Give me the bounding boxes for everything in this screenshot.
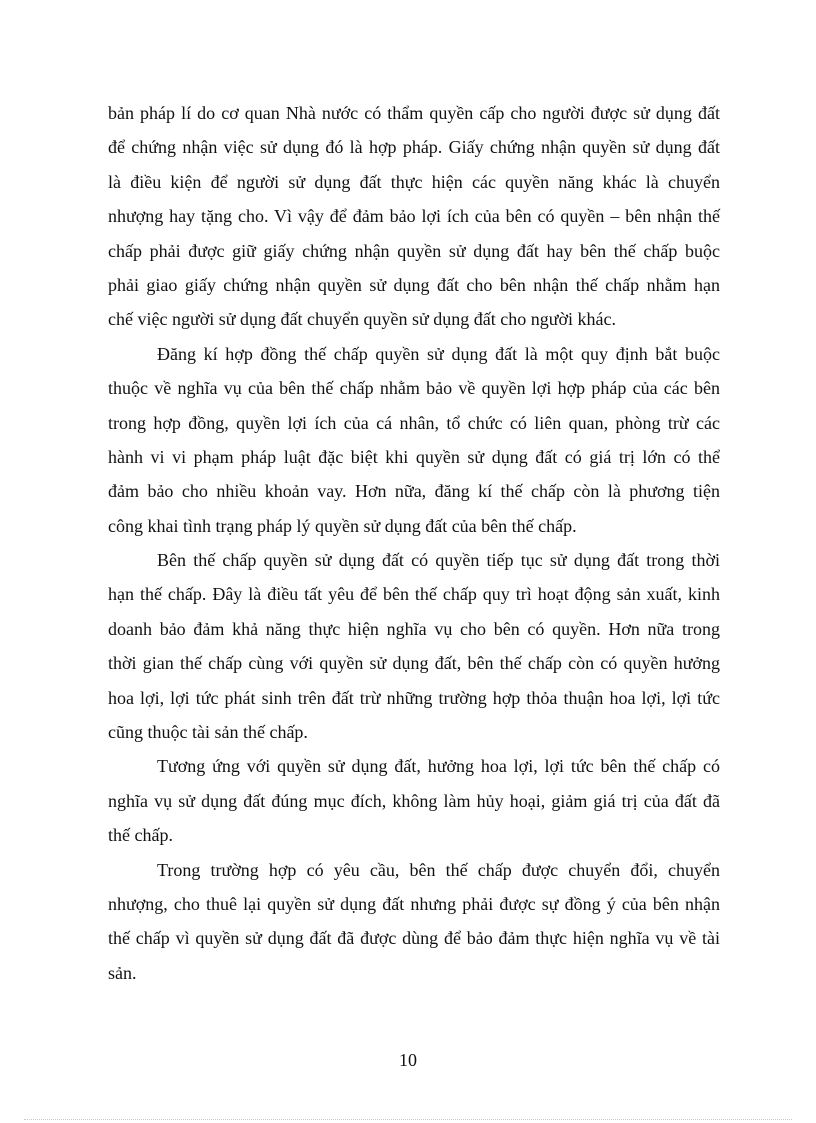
text-line: nhượng hay tặng cho. Vì vậy để đảm bảo lợi ích của bên có quyền – bên nhận thế xyxy=(108,206,720,227)
page-body xyxy=(108,96,720,990)
text-line: cũng thuộc tài sản thế chấp. xyxy=(108,722,308,743)
paragraph xyxy=(108,749,720,852)
text-line: nghĩa vụ sử dụng đất đúng mục đích, không làm hủy hoại, giảm giá trị của đất đã xyxy=(108,790,720,811)
paragraph xyxy=(108,853,720,991)
text-line: hạn thế chấp. Đây là điều tất yêu để bên thế chấp quy trì hoạt động sản xuất, kinh xyxy=(108,584,720,605)
paragraph xyxy=(108,543,720,749)
text-line: sản. xyxy=(108,962,137,983)
paragraph xyxy=(108,96,720,337)
paragraph xyxy=(108,337,720,543)
text-line: Đăng kí hợp đồng thế chấp quyền sử dụng đất là một quy định bắt buộc xyxy=(157,343,720,364)
text-line: nhượng, cho thuê lại quyền sử dụng đất nhưng phải được sự đồng ý của bên nhận xyxy=(108,893,720,914)
text-line: Trong trường hợp có yêu cầu, bên thế chấp được chuyển đổi, chuyển xyxy=(157,859,720,880)
text-line: Tương ứng với quyền sử dụng đất, hưởng hoa lợi, lợi tức bên thế chấp có xyxy=(157,756,720,777)
text-line: thế chấp. xyxy=(108,825,173,846)
text-line: để chứng nhận việc sử dụng đó là hợp pháp. Giấy chứng nhận quyền sử dụng đất xyxy=(108,137,720,158)
text-line: hoa lợi, lợi tức phát sinh trên đất trừ những trường hợp thỏa thuận hoa lợi, lợi tức xyxy=(108,687,720,708)
text-line: phải giao giấy chứng nhận quyền sử dụng đất cho bên nhận thế chấp nhằm hạn xyxy=(108,274,720,295)
text-line: chế việc người sử dụng đất chuyển quyền sử dụng đất cho người khác. xyxy=(108,309,616,330)
text-line: chấp phải được giữ giấy chứng nhận quyền sử dụng đất hay bên thế chấp buộc xyxy=(108,240,720,261)
text-line: thuộc về nghĩa vụ của bên thế chấp nhằm bảo về quyền lợi hợp pháp của các bên xyxy=(108,378,720,399)
page-bottom-divider xyxy=(24,1119,792,1120)
text-line: doanh bảo đảm khả năng thực hiện nghĩa vụ cho bên có quyền. Hơn nữa trong xyxy=(108,618,720,639)
text-line: hành vi vi phạm pháp luật đặc biệt khi quyền sử dụng đất có giá trị lớn có thể xyxy=(108,446,720,467)
text-line: thời gian thế chấp cùng với quyền sử dụng đất, bên thế chấp còn có quyền hưởng xyxy=(108,653,720,674)
text-line: thế chấp vì quyền sử dụng đất đã được dùng để bảo đảm thực hiện nghĩa vụ về tài xyxy=(108,928,720,949)
text-line: là điều kiện để người sử dụng đất thực hiện các quyền năng khác là chuyển xyxy=(108,171,720,192)
page-number: 10 xyxy=(399,1050,417,1070)
text-line: bản pháp lí do cơ quan Nhà nước có thẩm quyền cấp cho người được sử dụng đất xyxy=(108,103,720,123)
text-line: trong hợp đồng, quyền lợi ích của cá nhân, tổ chức có liên quan, phòng trừ các xyxy=(108,412,720,433)
text-line: Bên thế chấp quyền sử dụng đất có quyền tiếp tục sử dụng đất trong thời xyxy=(157,550,720,571)
text-line: đảm bảo cho nhiều khoản vay. Hơn nữa, đăng kí thế chấp còn là phương tiện xyxy=(108,481,720,502)
text-line: công khai tình trạng pháp lý quyền sử dụng đất của bên thế chấp. xyxy=(108,515,577,536)
